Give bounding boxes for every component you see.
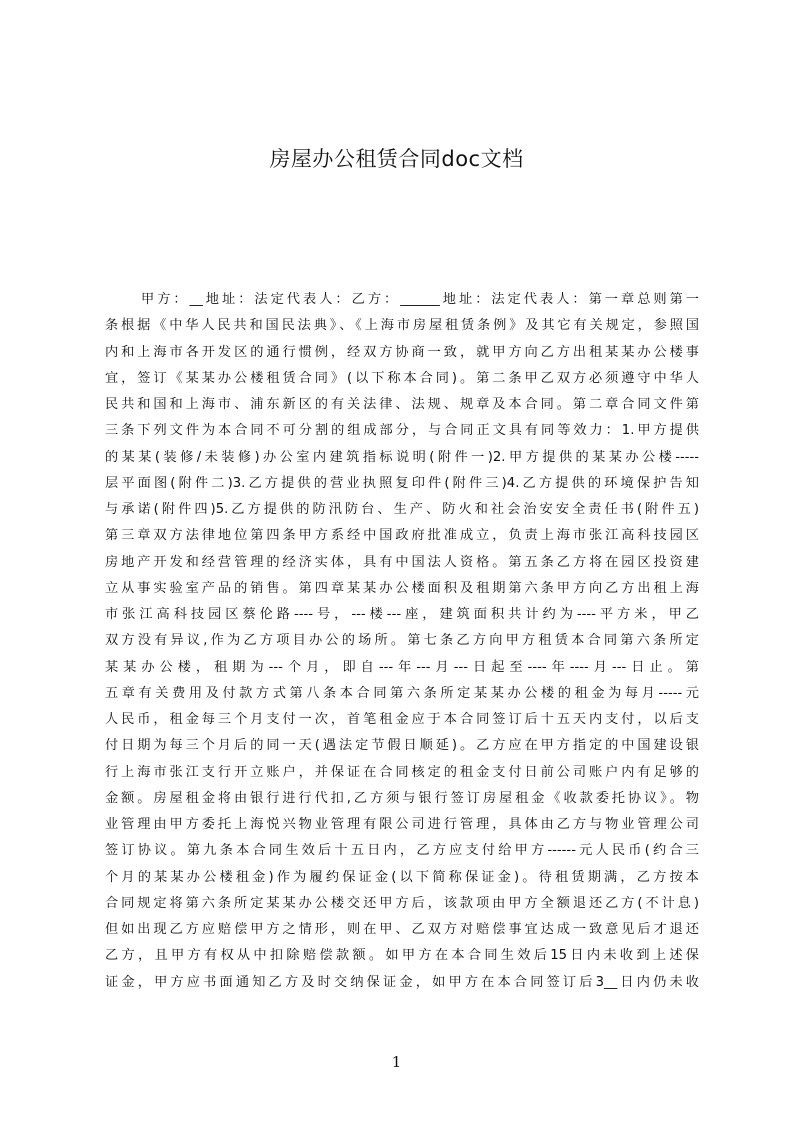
body-line: 三条下列文件为本合同不可分割的组成部分，与合同正文具有同等效力：1.甲方提供 xyxy=(105,423,699,439)
body-line: 个月的某某办公楼租金)作为履约保证金(以下简称保证金)。待租赁期满，乙方按本 xyxy=(105,869,699,885)
body-line: 与承诺(附件四)5.乙方提供的防汛防台、生产、防火和社会治安安全责任书(附件五) xyxy=(105,502,699,517)
body-line: 证金，甲方应书面通知乙方及时交纳保证金，如甲方在本合同签订后3__日内仍未收 xyxy=(105,974,699,990)
body-line: 民共和国和上海市、浦东新区的有关法律、法规、规章及本合同。第二章合同文件第 xyxy=(105,397,699,412)
document-body xyxy=(105,287,699,996)
body-line: 层平面图(附件二)3.乙方提供的营业执照复印件(附件三)4.乙方提供的环境保护告知 xyxy=(105,475,699,491)
body-line: 双方没有异议,作为乙方项目办公的场所。第七条乙方向甲方租赁本合同第六条所定 xyxy=(105,633,699,649)
body-line: 人民币，租金每三个月支付一次，首笔租金应于本合同签订后十五天内支付，以后支 xyxy=(105,712,699,727)
body-line: 五章有关费用及付款方式第八条本合同第六条所定某某办公楼的租金为每月-----元 xyxy=(105,685,699,701)
body-line: 行上海市张江支行开立账户，并保证在合同核定的租金支付日前公司账户内有足够的 xyxy=(105,764,699,780)
page-number: 1 xyxy=(391,1053,402,1071)
body-line: 内和上海市各开发区的通行惯例，经双方协商一致，就甲方向乙方出租某某办公楼事 xyxy=(105,344,699,360)
body-line: 房地产开发和经营管理的经济实体，具有中国法人资格。第五条乙方将在园区投资建 xyxy=(105,554,699,570)
body-line: 甲方：__地址：法定代表人：乙方：______地址：法定代表人：第一章总则第一 xyxy=(141,292,699,307)
body-line: 宜，签订《某某办公楼租赁合同》(以下称本合同)。第二条甲乙双方必须遵守中华人 xyxy=(105,370,699,386)
body-line: 某某办公楼，租期为---个月，即自---年---月---日起至----年----月---日止。第 xyxy=(105,659,699,675)
body-line: 条根据《中华人民共和国民法典》、《上海市房屋租赁条例》及其它有关规定，参照国 xyxy=(105,318,699,334)
body-line: 的某某(装修/未装修)办公室内建筑指标说明(附件一)2.甲方提供的某某办公楼----- xyxy=(105,449,699,465)
body-line: 付日期为每三个月后的同一天(遇法定节假日顺延)。乙方应在甲方指定的中国建设银 xyxy=(105,738,699,754)
body-line: 金额。房屋租金将由银行进行代扣,乙方须与银行签订房屋租金《收款委托协议》。物 xyxy=(105,790,699,806)
body-line: 签订协议。第九条本合同生效后十五日内，乙方应支付给甲方------元人民币(约合三 xyxy=(105,843,699,859)
body-line: 业管理由甲方委托上海悦兴物业管理有限公司进行管理，具体由乙方与物业管理公司 xyxy=(105,817,699,832)
body-line: 乙方，且甲方有权从中扣除赔偿款额。如甲方在本合同生效后15日内未收到上述保 xyxy=(105,948,699,964)
document-title: 房屋办公租赁合同doc文档 xyxy=(269,147,524,171)
body-line: 市张江高科技园区蔡伦路----号，---楼---座，建筑面积共计约为----平方米，甲乙 xyxy=(105,607,699,622)
body-line: 但如出现乙方应赔偿甲方之情形，则在甲、乙双方对赔偿事宜达成一致意见后才退还 xyxy=(105,922,699,937)
body-line: 第三章双方法律地位第四条甲方系经中国政府批准成立，负责上海市张江高科技园区 xyxy=(105,528,699,544)
body-line: 合同规定将第六条所定某某办公楼交还甲方后，该款项由甲方全额退还乙方(不计息) xyxy=(105,895,699,911)
body-line: 立从事实验室产品的销售。第四章某某办公楼面积及租期第六条甲方向乙方出租上海 xyxy=(105,580,699,596)
